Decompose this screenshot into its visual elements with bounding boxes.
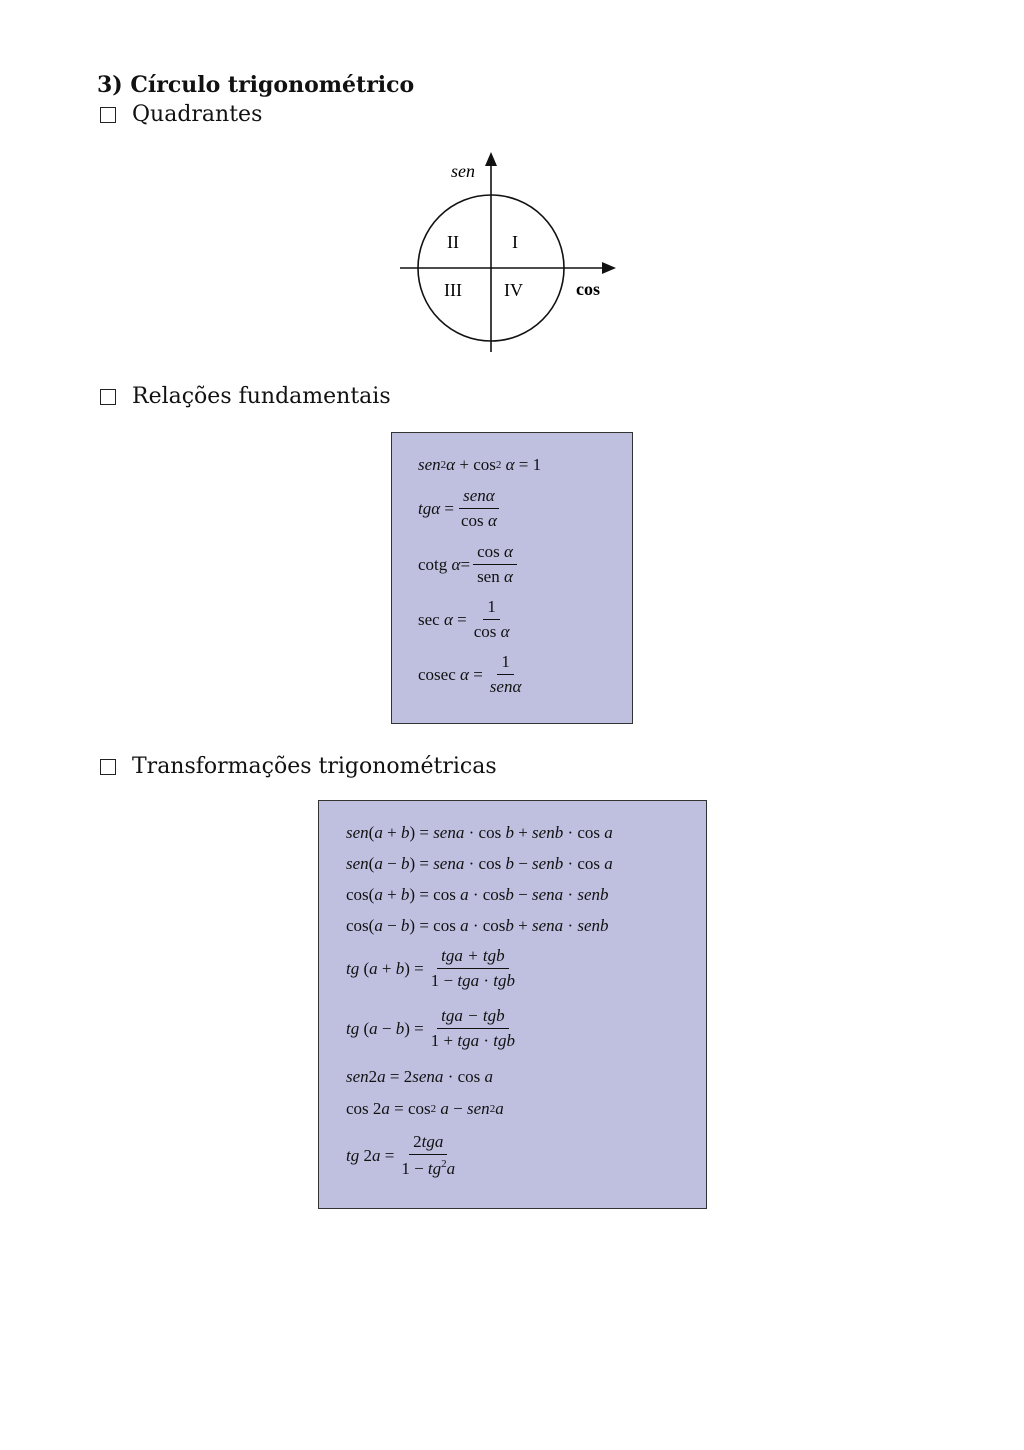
formula-sen-double: sen 2 a = 2 sena · cos a — [346, 1067, 494, 1086]
quadrant-label-i: I — [512, 232, 518, 252]
bullet-quadrantes — [100, 102, 262, 127]
quadrant-label-iv: IV — [504, 280, 523, 300]
checkbox-bullet-icon — [100, 759, 116, 775]
formula-secant: sec α = $\frac{1}{\text{cos α}}$ — [418, 597, 510, 641]
formula-sen-sum: sen ( a + b ) = sena · cos b + senb · cos a — [346, 823, 613, 842]
quadrant-label-ii: II — [447, 232, 459, 252]
section-title: 3) Círculo trigonométrico — [97, 72, 415, 98]
bullet-label: Relações fundamentais — [132, 384, 391, 409]
formula-cotangent: cotg α = $\frac{\text{cos α}}{\text{sen α}}$ — [418, 543, 517, 586]
formula-cos-diff: cos( a − b ) = cos a · cos b + sena · senb — [346, 916, 609, 935]
formula-tg-double: tg 2 a = $\frac{\text{2tga}}{1 - tg^2a}$ — [346, 1132, 456, 1178]
trig-circle-diagram — [390, 140, 630, 365]
formula-tg-diff: tg ( a − b ) = $\frac{\text{tga − tgb}}{\text{1 + tga · tgb}}$ — [346, 1006, 515, 1050]
formula-sen-diff: sen ( a − b ) = sena · cos b − senb · cos a — [346, 854, 613, 873]
formula-cos-sum: cos( a + b ) = cos a · cos b − sena · senb — [346, 885, 609, 904]
sen-axis-label: sen — [451, 161, 475, 181]
quadrant-label-iii: III — [444, 280, 462, 300]
formula-tangent: tg α = $\frac{\text{senα}}{\text{cos α}}$ — [418, 486, 497, 530]
bullet-label: Transformações trigonométricas — [132, 754, 497, 779]
cos-axis-arrow-icon — [602, 262, 616, 274]
formula-cos-double: cos 2 a = cos 2 a − sen 2 a — [346, 1099, 504, 1118]
bullet-relacoes — [100, 384, 391, 409]
sen-axis-arrow-icon — [485, 152, 497, 166]
transformacoes-formula-box — [318, 800, 707, 1209]
checkbox-bullet-icon — [100, 107, 116, 123]
formula-pythagorean: sen 2 α + cos 2 α = 1 — [418, 455, 542, 474]
formula-cosecant: cosec α = $\frac{1}{\text{senα}}$ — [418, 652, 522, 696]
checkbox-bullet-icon — [100, 389, 116, 405]
bullet-label: Quadrantes — [132, 102, 263, 127]
bullet-transformacoes — [100, 754, 497, 779]
formula-tg-sum: tg ( a + b ) = $\frac{\text{tga + tgb}}{\text{1 − tga · tgb}}$ — [346, 946, 515, 990]
cos-axis-label: cos — [576, 279, 600, 299]
relacoes-formula-box — [391, 432, 633, 724]
